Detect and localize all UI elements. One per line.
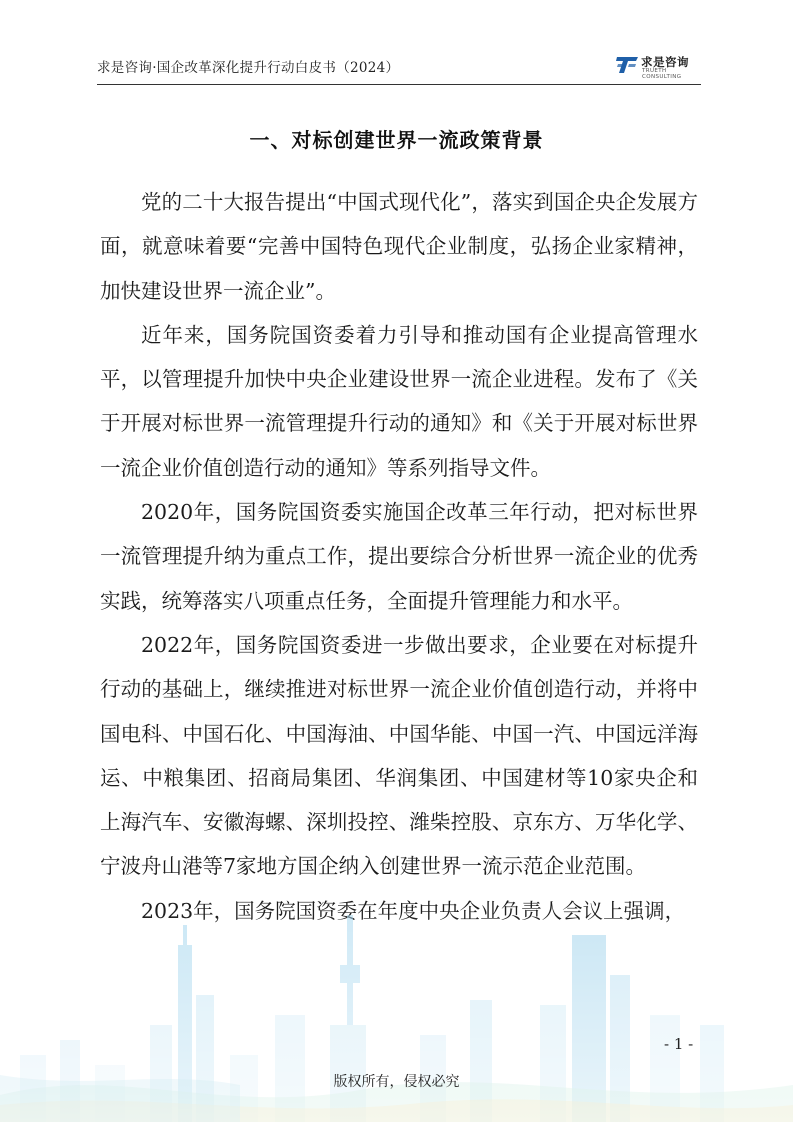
page-number: - 1 -	[664, 1035, 694, 1053]
paragraph: 2022年，国务院国资委进一步做出要求，企业要在对标提升行动的基础上，继续推进对标世界一流企业价值创造行动，并将中国电科、中国石化、中国海油、中国华能、中国一汽、中国远洋海运、中粮集团、招商局集团、华润集团、中国建材等10家央企和上海汽车、安徽海螺、深圳投控、潍柴控股、京东方、万华化学、宁波舟山港等7家地方国企纳入创建世界一流示范企业范围。	[100, 632, 698, 879]
paragraph: 2020年，国务院国资委实施国企改革三年行动，把对标世界一流管理提升纳为重点工作，提出要综合分析世界一流企业的优秀实践，统筹落实八项重点任务，全面提升管理能力和水平。	[100, 500, 698, 613]
company-logo	[615, 54, 701, 78]
section-title: 一、对标创建世界一流政策背景	[249, 128, 544, 152]
page-header	[97, 50, 701, 85]
paragraph: 党的二十大报告提出“中国式现代化”，落实到国企央企发展方面，就意味着要“完善中国特色现代企业制度，弘扬企业家精神，加快建设世界一流企业”。	[100, 190, 698, 303]
copyright-notice: 版权所有，侵权必究	[333, 1074, 460, 1090]
document-body	[100, 180, 698, 933]
logo-mark-icon	[615, 56, 639, 74]
logo-text-en: TRUETH CONSULTING	[642, 68, 682, 80]
logo-text-cn: 求是咨询	[641, 55, 689, 69]
paragraph: 近年来，国务院国资委着力引导和推动国有企业提高管理水平，以管理提升加快中央企业建设世界一流企业进程。发布了《关于开展对标世界一流管理提升行动的通知》和《关于开展对标世界一流企业价值创造行动的通知》等系列指导文件。	[100, 322, 698, 480]
header-title: 求是咨询·国企改革深化提升行动白皮书（2024）	[97, 60, 400, 76]
